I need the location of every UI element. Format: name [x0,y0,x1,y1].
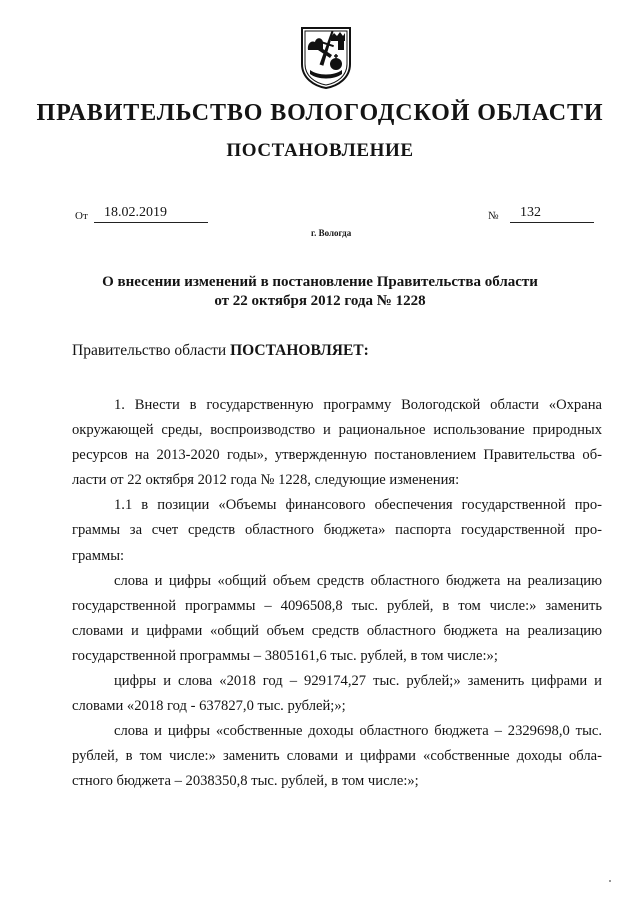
subject-line: от 22 октября 2012 года № 1228 [214,293,426,309]
text-line: 1.1 в позиции «Объемы финансового обеспечения государственной про- [114,497,602,514]
text-line: стного бюджета – 2038350,8 тыс. рублей, в том числе:»; [72,773,419,790]
document-subject [0,273,640,311]
text-line: окружающей среды, воспроизводство и рациональное использование природных [72,422,602,439]
subject-line: О внесении изменений в постановление Правительства области [102,274,538,290]
vologda-coat-of-arms-icon [298,24,354,90]
document-type-title: ПОСТАНОВЛЕНИЕ [226,140,414,161]
government-title: ПРАВИТЕЛЬСТВО ВОЛОГОДСКОЙ ОБЛАСТИ [36,100,604,126]
paragraph [72,569,602,669]
paragraph [72,393,602,493]
text-line: граммы: [72,547,125,564]
scan-speck [609,880,611,882]
date-prefix: От [75,210,88,222]
date-underline [94,222,208,223]
text-line: государственной программы – 4096508,8 тыс. рублей, в том числе:» заменить [72,597,602,614]
number-prefix: № [488,210,499,222]
city-label: г. Вологда [311,228,352,238]
paragraph [72,669,602,719]
paragraph [72,719,602,794]
number-underline [510,222,594,223]
number-value: 132 [520,205,541,220]
date-value: 18.02.2019 [104,205,167,220]
text-line: рублей, в том числе:» заменить словами и цифрами «собственные доходы обла- [72,748,602,765]
text-line: слова и цифры «собственные доходы областного бюджета – 2329698,0 тыс. [114,723,602,740]
text-line: словами и цифрами «общий объем средств областного бюджета на реализацию [72,622,602,639]
preamble [72,342,369,360]
text-line: словами «2018 год - 637827,0 тыс. рублей;»; [72,698,346,715]
document-body [72,393,602,795]
preamble-keyword: ПОСТАНОВЛЯЕТ: [230,342,369,359]
text-line: ласти от 22 октября 2012 года № 1228, следующие изменения: [72,472,460,489]
paragraph [72,493,602,568]
text-line: граммы за счет средств областного бюджета» паспорта государственной про- [72,522,602,539]
text-line: 1. Внести в государственную программу Вологодской области «Охрана [114,397,602,413]
preamble-prefix: Правительство области [72,342,231,359]
text-line: слова и цифры «общий объем средств областного бюджета на реализацию [114,572,602,589]
text-line: государственной программы – 3805161,6 тыс. рублей, в том числе:»; [72,647,498,664]
text-line: ресурсов на 2013-2020 годы», утвержденную постановлением Правительства об- [72,447,602,464]
text-line: цифры и слова «2018 год – 929174,27 тыс. рублей;» заменить цифрами и [114,673,602,690]
